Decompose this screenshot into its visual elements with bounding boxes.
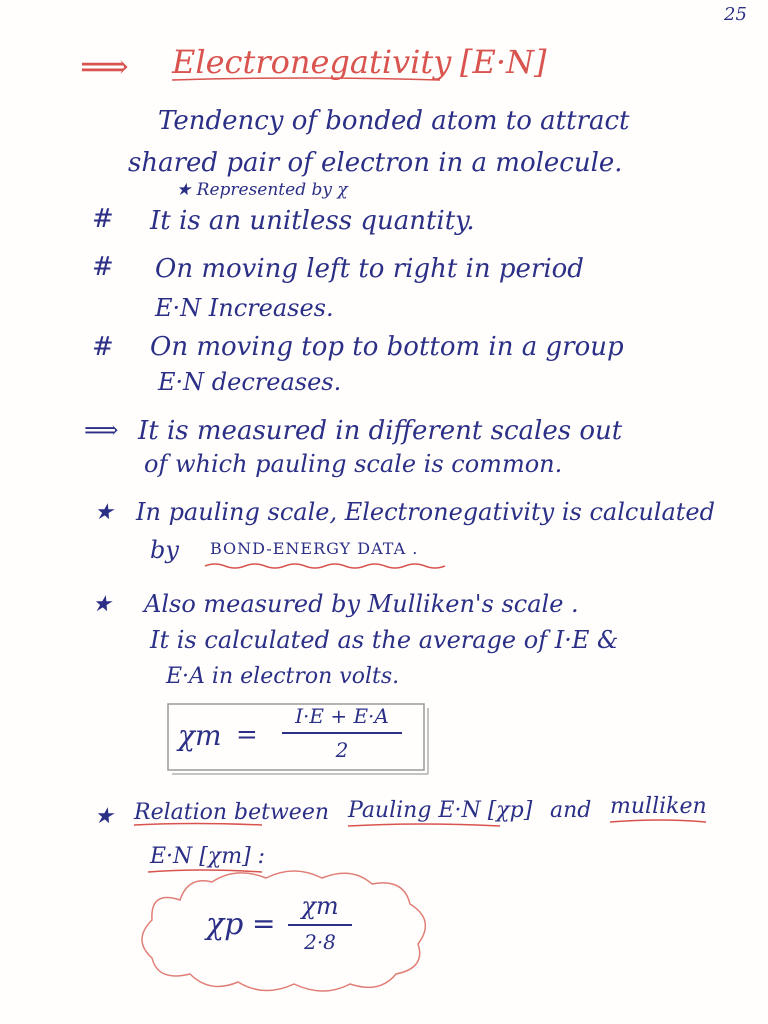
mulliken-line-3: E·A in electron volts. xyxy=(166,664,400,689)
point-1-bullet: # xyxy=(92,204,114,234)
definition-line-1: Tendency of bonded atom to attract xyxy=(158,106,630,136)
fraction-bar xyxy=(288,924,352,926)
relation-and: and xyxy=(550,798,592,823)
pauling-line-2-prefix: by xyxy=(150,536,179,564)
relation-formula-numerator: χm xyxy=(301,892,339,920)
relation-formula-denominator: 2·8 xyxy=(304,930,336,954)
point-2-line-2: E·N Increases. xyxy=(155,294,334,322)
relation-line2-underline xyxy=(148,870,262,872)
heading-arrow: ⟹ xyxy=(80,47,129,87)
point-2-line-1: On moving left to right in period xyxy=(155,254,584,284)
bond-energy-underline xyxy=(205,564,445,568)
point-3-line-2: E·N decreases. xyxy=(158,368,342,396)
mulliken-bullet: ★ xyxy=(92,592,112,617)
definition-line-2: shared pair of electron in a molecule. xyxy=(128,148,623,178)
relation-bullet: ★ xyxy=(94,804,114,829)
relation-formula-lhs: χp xyxy=(206,907,244,942)
heading-title: Electronegativity xyxy=(172,43,452,81)
measured-line-2: of which pauling scale is common. xyxy=(144,450,563,478)
mulliken-formula-eq: = xyxy=(236,720,258,750)
represented-note: ★ Represented by χ xyxy=(176,180,348,200)
mulliken-formula-lhs: χm xyxy=(178,719,222,752)
point-3-bullet: # xyxy=(92,332,114,362)
fraction-bar xyxy=(282,732,402,734)
heading-abbrev: [E·N] xyxy=(460,43,547,81)
page-number: 25 xyxy=(724,4,747,25)
relation-label: Relation between xyxy=(134,800,330,825)
mulliken-formula-denominator: 2 xyxy=(335,738,349,762)
relation-pauling-underline xyxy=(348,824,500,826)
point-2-bullet: # xyxy=(92,252,114,282)
pauling-bullet: ★ xyxy=(94,500,114,525)
mulliken-formula-fraction xyxy=(282,706,402,760)
relation-pauling: Pauling E·N [χp] xyxy=(348,798,533,823)
mulliken-line-1: Also measured by Mulliken's scale . xyxy=(144,590,579,618)
relation-mulliken-underline xyxy=(610,820,706,822)
mulliken-formula-numerator: I·E + E·A xyxy=(295,704,389,728)
relation-mulliken: mulliken xyxy=(610,794,707,819)
measured-bullet: ⟹ xyxy=(84,416,119,444)
measured-line-1: It is measured in different scales out xyxy=(138,416,623,446)
point-3-line-1: On moving top to bottom in a group xyxy=(150,332,624,362)
pauling-line-1: In pauling scale, Electronegativity is calculated xyxy=(136,498,715,526)
mulliken-line-2: It is calculated as the average of I·E & xyxy=(150,626,619,654)
cloud-outline xyxy=(142,871,425,991)
relation-line-2: E·N [χm] : xyxy=(150,844,266,869)
point-1-line-1: It is an unitless quantity. xyxy=(150,206,475,236)
relation-formula-eq: = xyxy=(252,907,276,940)
relation-formula-fraction xyxy=(288,894,352,952)
pauling-line-2-data: BOND-ENERGY DATA . xyxy=(210,539,419,558)
